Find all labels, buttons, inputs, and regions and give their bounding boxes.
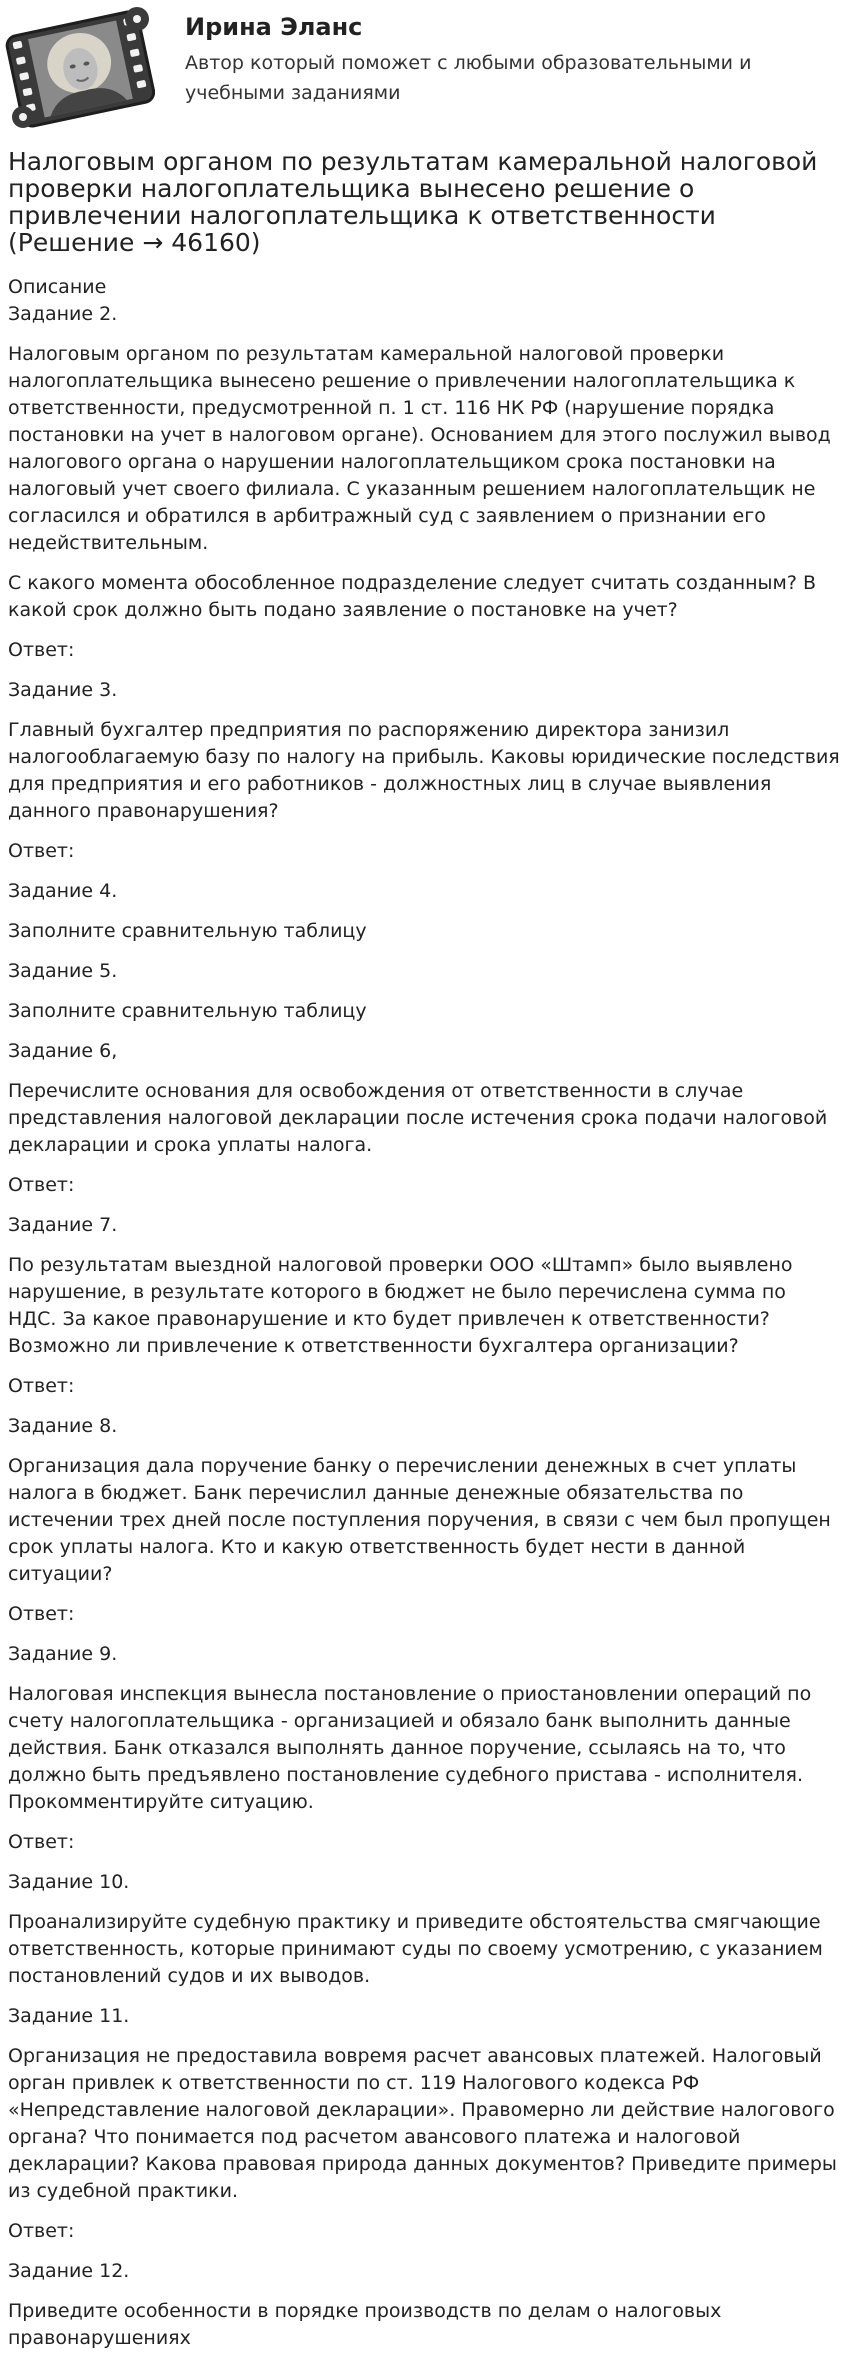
task-text: Налоговым органом по результатам камеральной налоговой проверки налогоплательщика вынесено решение о привлечении налогоплательщика к ответственности, предусмотренной п. 1 ст. 116 НК РФ (нарушение порядка постановки на учет в налоговом органе). Основанием для этого послужил вывод налогового органа о нарушении налогоплательщиком срока постановки на налоговый учет своего филиала. С указанным решением налогоплательщик не согласился и обратился в арбитражный суд с заявлением о признании его недействительным. — [8, 343, 831, 554]
task-text: Организация не предоставила вовремя расчет авансовых платежей. Налоговый орган привлек к ответственности по ст. 119 Налогового кодекса РФ «Непредставление налоговой декларации». Правомерно ли действие налогового органа? Что понимается под расчетом авансового платежа и налоговой декларации? Какова правовая природа данных документов? Приведите примеры из судебной практики. — [8, 2045, 837, 2202]
task-heading: Задание 2. — [8, 303, 118, 325]
page-title: Налоговым органом по результатам камеральной налоговой проверки налогоплательщика вынесено решение о привлечении налогоплательщика к ответственности (Решение → 46160) — [8, 147, 818, 257]
film-reel-avatar-icon — [5, 5, 155, 130]
author-name[interactable]: Ирина Эланс — [185, 13, 363, 41]
task-question: С какого момента обособленное подразделение следует считать созданным? В какой срок должно быть подано заявление о постановке на учет? — [8, 572, 817, 621]
task-text: Главный бухгалтер предприятия по распоряжению директора занизил налогооблагаемую базу по налогу на прибыль. Каковы юридические последствия для предприятия и его работников - должностных лиц в случае выявления данного правонарушения? — [8, 719, 840, 822]
task-text: По результатам выездной налоговой проверки ООО «Штамп» было выявлено нарушение, в результате которого в бюджет не было перечислена сумма по НДС. За какое правонарушение и кто будет привлечен к ответственности? Возможно ли привлечение к ответственности бухгалтера организации? — [8, 1254, 793, 1357]
task-heading: Задание 11. — [8, 2005, 130, 2027]
author-card — [0, 0, 847, 140]
answer-label: Ответ: — [8, 1603, 75, 1625]
author-description: Автор который поможет с любыми образовательными и учебными заданиями — [185, 52, 752, 104]
task-heading: Задание 8. — [8, 1415, 118, 1437]
task-text: Приведите особенности в порядке производств по делам о налоговых правонарушениях — [8, 2300, 722, 2349]
task-content — [8, 274, 840, 2352]
answer-label: Ответ: — [8, 840, 75, 862]
task-heading: Задание 6, — [8, 1040, 118, 1062]
author-avatar[interactable] — [5, 5, 155, 130]
answer-label: Ответ: — [8, 1375, 75, 1397]
task-text: Организация дала поручение банку о перечислении денежных в счет уплаты налога в бюджет. Банк перечислил данные денежные обязательства по истечении трех дней после поступления поручения, в связи с чем был пропущен срок уплаты налога. Кто и какую ответственность будет нести в данной ситуации? — [8, 1455, 831, 1585]
task-heading: Задание 3. — [8, 679, 118, 701]
answer-label: Ответ: — [8, 639, 75, 661]
task-heading: Задание 9. — [8, 1643, 118, 1665]
task-text: Заполните сравнительную таблицу — [8, 920, 367, 942]
task-text: Проанализируйте судебную практику и приведите обстоятельства смягчающие ответственность, которые принимают суды по своему усмотрению, с указанием постановлений судов и их выводов. — [8, 1911, 823, 1987]
task-text: Налоговая инспекция вынесла постановление о приостановлении операций по счету налогоплательщика - организацией и обязало банк выполнить данные действия. Банк отказался выполнять данное поручение, ссылаясь на то, что должно быть предъявлено постановление судебного пристава - исполнителя. Прокомментируйте ситуацию. — [8, 1683, 812, 1813]
task-heading: Задание 10. — [8, 1871, 130, 1893]
task-heading: Задание 12. — [8, 2260, 130, 2282]
task-text: Заполните сравнительную таблицу — [8, 1000, 367, 1022]
task-heading: Задание 7. — [8, 1214, 118, 1236]
task-text: Перечислите основания для освобождения от ответственности в случае представления налоговой декларации после истечения срока подачи налоговой декларации и срока уплаты налога. — [8, 1080, 828, 1156]
task-heading: Задание 5. — [8, 960, 118, 982]
answer-label: Ответ: — [8, 2220, 75, 2242]
task-heading: Задание 4. — [8, 880, 118, 902]
answer-label: Ответ: — [8, 1174, 75, 1196]
answer-label: Ответ: — [8, 1831, 75, 1853]
description-label: Описание — [8, 276, 107, 298]
